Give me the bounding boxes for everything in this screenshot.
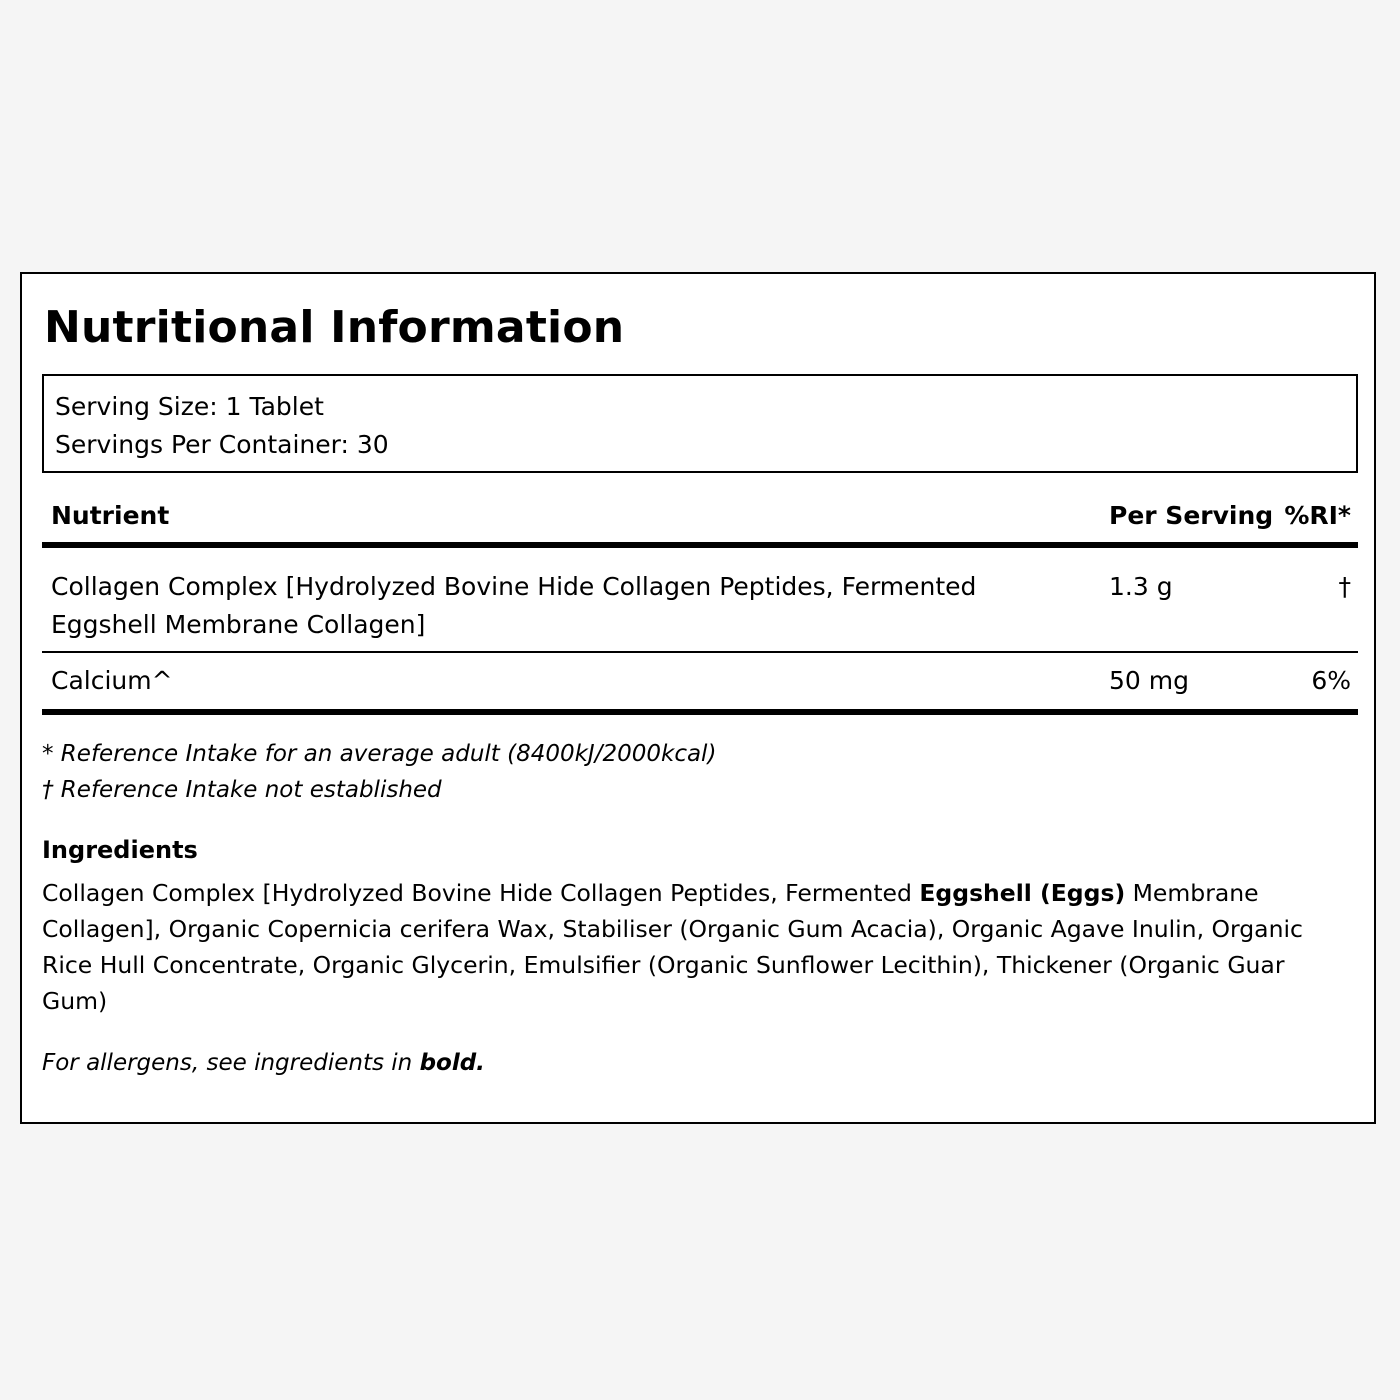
ri-value: 6% (1311, 666, 1351, 695)
ri-footnote: * Reference Intake for an average adult (8400kJ/2000kcal) (42, 741, 717, 767)
serving-info-box (42, 374, 1358, 473)
ingredients-list (42, 875, 1342, 1019)
ri-value: † (1338, 572, 1351, 601)
nutrient-name: Collagen Complex [Hydrolyzed Bovine Hide Collagen Peptides, Fermented Eggshell Membrane Collagen] (51, 572, 977, 639)
per-serving-value: 1.3 g (1109, 572, 1173, 601)
table-row (42, 548, 1358, 653)
table-row (42, 653, 1358, 715)
nutrient-table-header (42, 496, 1358, 548)
ingredients-heading: Ingredients (42, 836, 198, 864)
nutrient-name: Calcium^ (51, 666, 173, 695)
header-nutrient: Nutrient (51, 501, 170, 530)
servings-per-container: Servings Per Container: 30 (55, 430, 389, 459)
header-ri: %RI* (1284, 501, 1351, 530)
nutrition-panel (20, 272, 1376, 1124)
page-title: Nutritional Information (44, 302, 625, 353)
footnotes (42, 736, 716, 808)
per-serving-value: 50 mg (1109, 666, 1189, 695)
serving-size: Serving Size: 1 Tablet (55, 392, 324, 421)
header-per-serving: Per Serving (1109, 501, 1274, 530)
allergen-note (42, 1045, 485, 1081)
ingredients-text-after: Membrane Collagen], Organic Copernicia cerifera Wax, Stabiliser (Organic Gum Acacia), Organic Agave Inulin, Organic Rice Hull Concentrate, Organic Glycerin, Emulsifier (Organic Sunflower Lecithin), Thickener (Organic Guar Gum) (42, 879, 1303, 1015)
ingredients-text-before: Collagen Complex [Hydrolyzed Bovine Hide Collagen Peptides, Fermented (42, 879, 920, 907)
dagger-footnote: † Reference Intake not established (42, 777, 442, 803)
allergen-note-prefix: For allergens, see ingredients in (42, 1050, 420, 1076)
allergen-note-bold: bold. (419, 1050, 485, 1076)
allergen-ingredient: Eggshell (Eggs) (919, 879, 1126, 907)
